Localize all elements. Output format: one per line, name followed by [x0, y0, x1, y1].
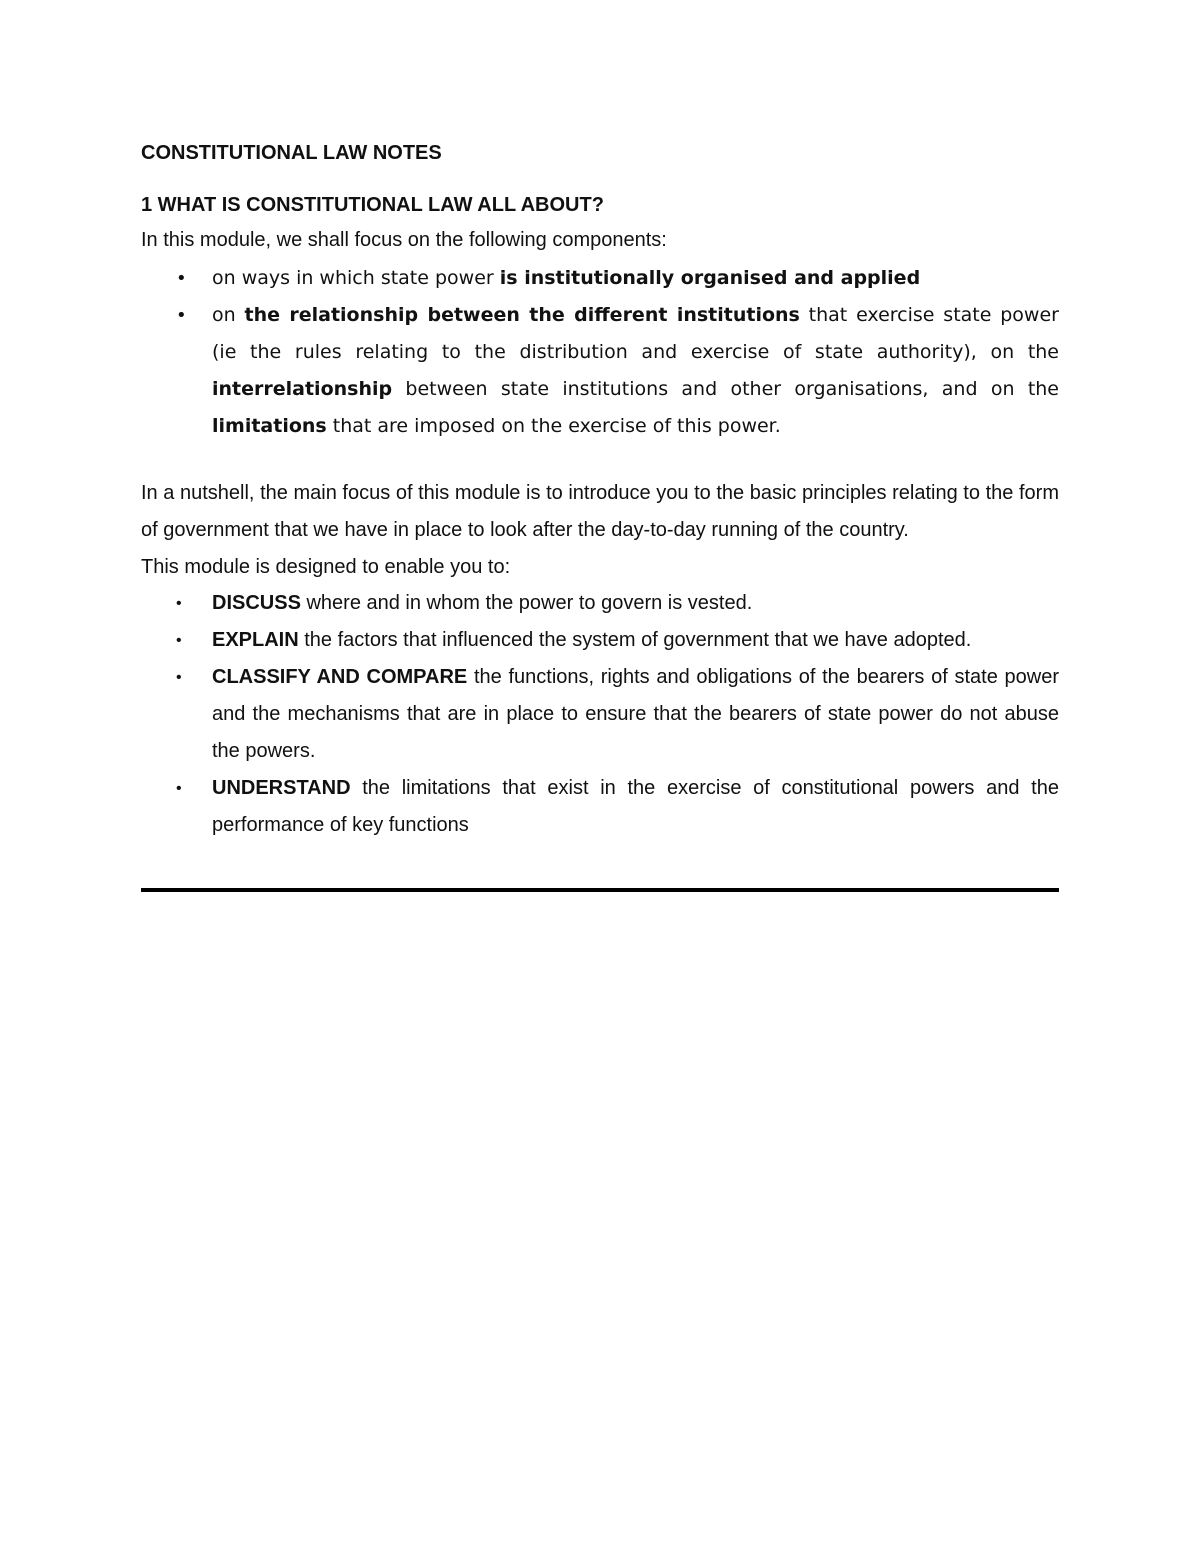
list-item — [141, 260, 1059, 297]
bullet-icon: • — [176, 595, 182, 612]
nutshell-paragraph: In a nutshell, the main focus of this module is to introduce you to the basic principles relating to the form of government that we have in place to look after the day-to-day running of the country. — [141, 482, 1059, 541]
list-item-text: between state institutions and other organisations, and on the — [392, 378, 1059, 400]
list-item-text: that are imposed on the exercise of this power. — [326, 415, 781, 437]
components-list — [141, 260, 1059, 445]
horizontal-rule — [141, 888, 1059, 892]
list-item-emphasis: is institutionally organised and applied — [499, 267, 921, 289]
bullet-icon: • — [176, 780, 182, 797]
bullet-icon: • — [176, 632, 182, 649]
list-item-text: that exercise state power (ie the rules relating to the distribution and exercise of state authority), on the — [212, 304, 1059, 363]
list-item-text: on — [212, 304, 245, 326]
objective-text: the factors that influenced the system of government that we have adopted. — [298, 629, 972, 651]
list-item — [141, 622, 1059, 659]
bullet-icon: • — [176, 669, 182, 686]
objective-keyword: DISCUSS — [212, 592, 301, 614]
list-item — [141, 297, 1059, 445]
objective-text: where and in whom the power to govern is vested. — [300, 592, 753, 614]
objective-text: the functions, rights and obligations of the bearers of state power and the mechanisms that are in place to ensure that the bearers of state power do not abuse the powers. — [212, 666, 1059, 762]
list-item-emphasis: the relationship between the different institutions — [244, 304, 800, 326]
intro-text: In this module, we shall focus on the following components: — [141, 229, 667, 251]
bullet-icon: • — [176, 268, 187, 289]
objective-keyword: UNDERSTAND — [212, 777, 351, 799]
objective-keyword: EXPLAIN — [212, 629, 299, 651]
list-item-text: on ways in which state power — [212, 267, 500, 289]
list-item-emphasis: limitations — [212, 415, 327, 437]
objective-keyword: CLASSIFY AND COMPARE — [212, 666, 468, 688]
designed-intro: This module is designed to enable you to: — [141, 556, 511, 578]
list-item-emphasis: interrelationship — [212, 378, 393, 400]
objective-text: the limitations that exist in the exercise of constitutional powers and the performance of key functions — [212, 777, 1059, 836]
section-heading: 1 WHAT IS CONSTITUTIONAL LAW ALL ABOUT? — [141, 194, 604, 216]
list-item — [141, 585, 1059, 622]
list-item — [141, 659, 1059, 770]
list-item — [141, 770, 1059, 844]
bullet-icon: • — [176, 305, 187, 326]
document-body — [141, 138, 1059, 844]
document-title: CONSTITUTIONAL LAW NOTES — [141, 142, 442, 164]
objectives-list — [141, 585, 1059, 844]
